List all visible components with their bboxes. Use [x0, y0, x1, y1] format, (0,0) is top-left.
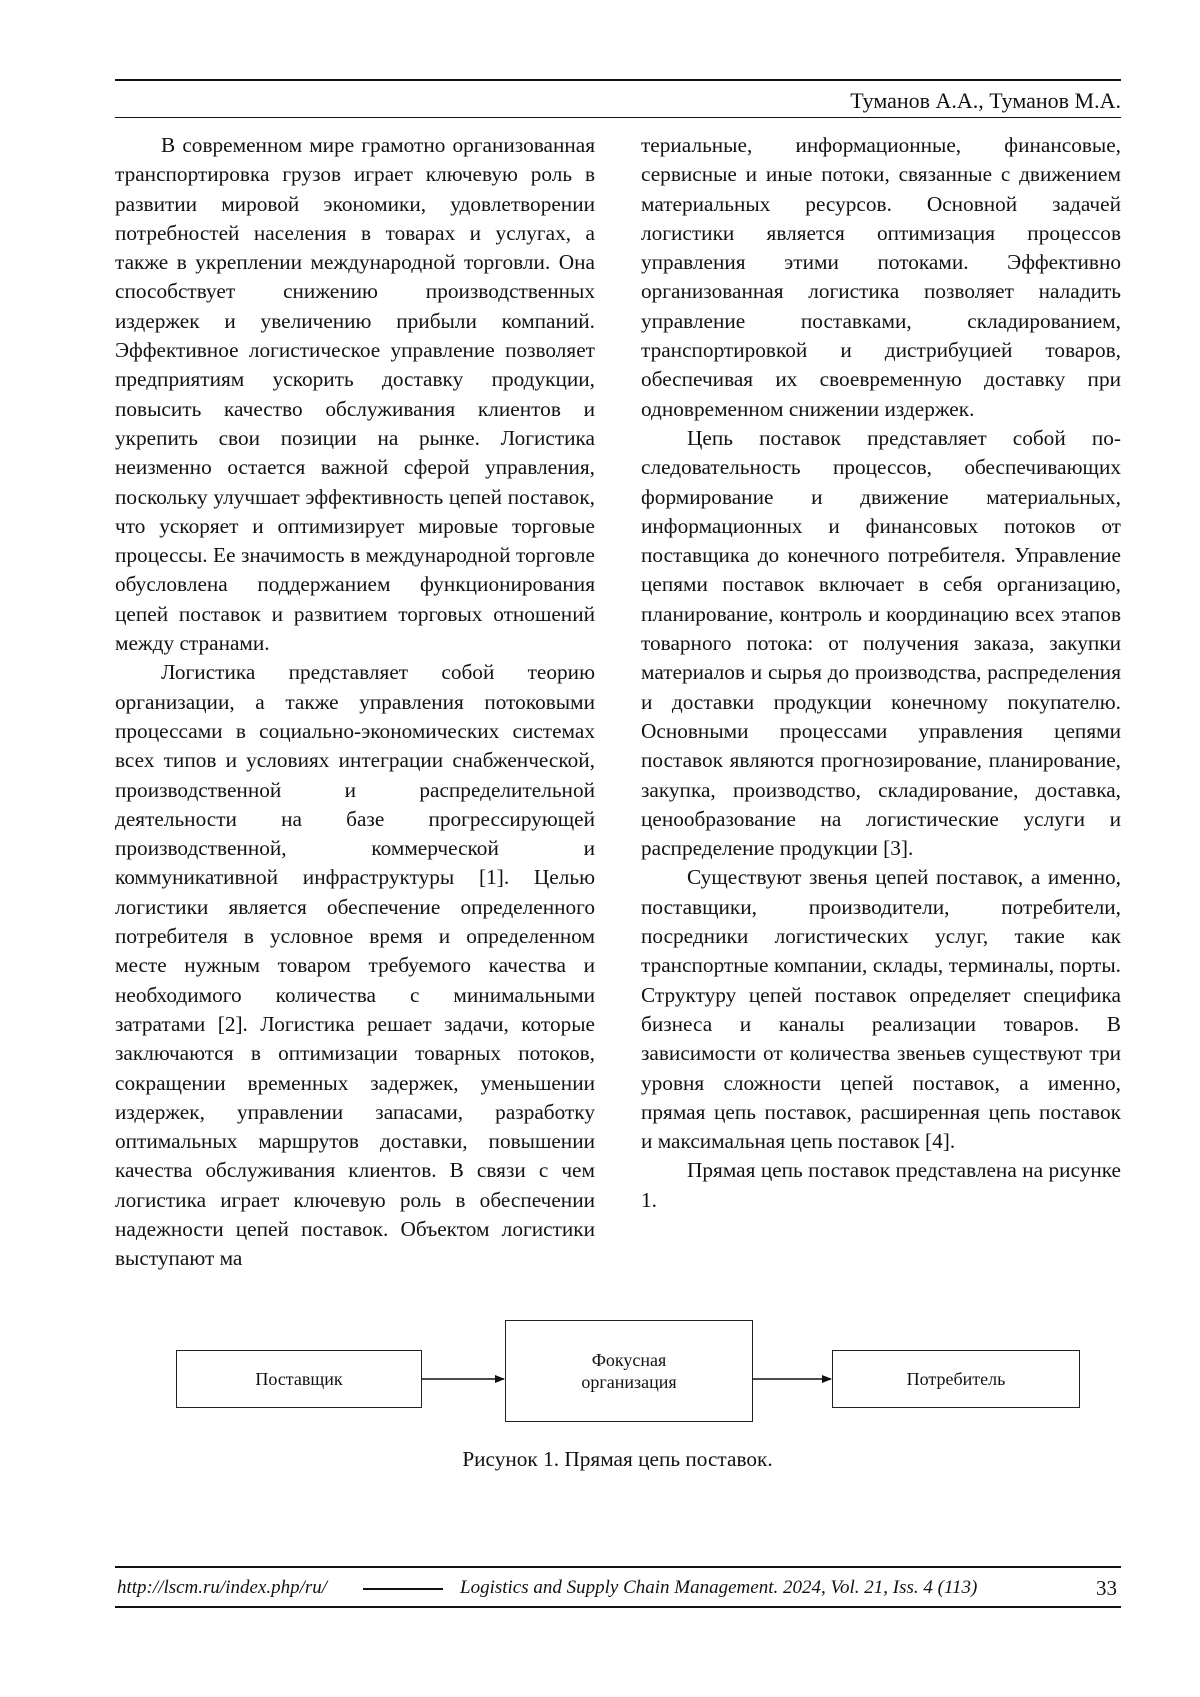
footer-rule-bottom: [115, 1606, 1121, 1608]
node-supplier: [176, 1350, 422, 1408]
running-header-authors: Туманов А.А., Туманов М.А.: [850, 88, 1121, 113]
paragraph: Прямая цепь поставок представлена на рисунке 1.: [641, 1158, 1121, 1212]
paragraph: Существуют звенья цепей поставок, а именно, поставщики, производители, потребители, посредники логистических услуг, такие как транспортные компании, склады, терминалы, порты. Структуру цепей поставок определяет специфика бизнеса и каналы реализации товаров. В зависимости от количества звеньев существуют три уровня сложности цепей поставок, а именно, прямая цепь поставок, расширенная цепь поставок и максимальная цепь поставок [4].: [641, 865, 1121, 1154]
text-column-left: [115, 131, 595, 1274]
header-rule-top: [115, 79, 1121, 81]
paragraph: Логистика представляет собой теорию организации, а также управления потоковыми процессами в социально-экономических системах всех типов и условиях интеграции снабженческой, производственной и распределительной деятельности на базе прогрессирующей производственной, коммерческой и коммуникативной инфраструктуры [1]. Целью логистики является обеспечение определенного потребителя в условное время и определенном месте нужным товаром требуемого качества и необходимого количества с минимальными затратами [2]. Логистика решает задачи, которые заключаются в оптимизации товарных потоков, сокращении временных задержек, уменьшении издержек, управлении запасами, разработку оптимальных маршрутов доставки, повышении качества обслуживания клиентов. В связи с чем логистика играет ключевую роль в обеспечении надежности цепей поставок. Объектом логистики выступают ма: [115, 660, 595, 1271]
node-label: Поставщик: [255, 1369, 343, 1389]
figure-caption: Рисунок 1. Прямая цепь поставок.: [462, 1447, 773, 1471]
header-rule-bottom: [115, 117, 1121, 118]
node-label: Фокусная организация: [581, 1350, 677, 1392]
node-focal-organization: [505, 1320, 753, 1422]
footer-url-link[interactable]: http://lscm.ru/index.php/ru/: [117, 1577, 328, 1598]
page-number: 33: [1096, 1576, 1117, 1600]
paragraph: териальные, информационные, финансовые, сервисные и иные потоки, связанные с движением материальных ресурсов. Основной задачей логистики является оптимизация процессов управления этими потоками. Эффективно организованная логистика позволяет наладить управление поставками, складированием, транспортировкой и дистрибуцией товаров, обеспечивая их своевременную доставку при одновременном снижении издержек.: [641, 133, 1121, 421]
footer-journal-citation: Logistics and Supply Chain Management. 2024, Vol. 21, Iss. 4 (113): [460, 1577, 978, 1598]
node-consumer: [832, 1350, 1080, 1408]
page-footer: [115, 1574, 1121, 1602]
text-column-right: [641, 131, 1121, 1215]
footer-rule-top: [115, 1566, 1121, 1568]
paragraph: Цепь поставок представляет собой последовательность процессов, обеспечивающих формирование и движение материальных, информационных и финансовых потоков от поставщика до конечного потребителя. Управление цепями поставок включает в себя организацию, планирование, контроль и координацию всех этапов товарного потока: от получения заказа, закупки материалов и сырья до производства, распределения и доставки продукции конечному покупателю. Основными процессами управления цепями поставок являются прогнозирование, планирование, закупка, производство, складирование, доставка, ценообразование на логистические услуги и распределение продукции [3].: [641, 425, 1121, 861]
node-label: Потребитель: [906, 1369, 1006, 1389]
paragraph: В современном мире грамотно организованная транспортировка грузов играет ключевую роль в развитии мировой экономики, удовлетворении потребностей населения в товарах и услугах, а также в укреплении международной торговли. Она способствует снижению производственных издержек и увеличению прибыли компаний. Эффективное логистическое управление позволяет предприятиям ускорить доставку продукции, повысить качество обслуживания клиентов и укрепить свои позиции на рынке. Логистика неизменно остается важной сферой управления, поскольку улучшает эффективность цепей поставок, что ускоряет и оптимизирует мировые торговые процессы. Ее значимость в международной торговле обусловлена поддержанием функционирования цепей поставок и развитием торговых отношений между странами.: [115, 133, 595, 656]
footer-dash: [363, 1588, 443, 1590]
